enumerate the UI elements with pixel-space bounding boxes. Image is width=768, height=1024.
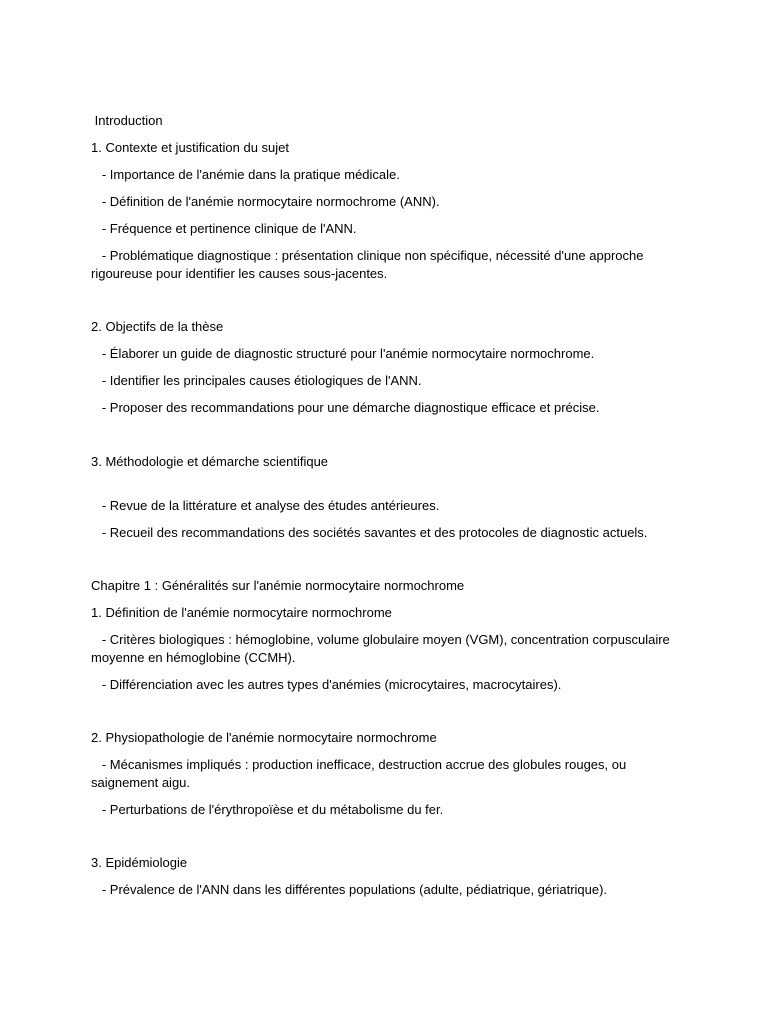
list-item: - Différenciation avec les autres types d'anémies (microcytaires, macrocytaires). bbox=[91, 676, 562, 692]
section-heading: 1. Contexte et justification du sujet bbox=[91, 140, 290, 155]
section-heading: 3. Méthodologie et démarche scientifique bbox=[91, 453, 329, 469]
list-item: - Mécanismes impliqués : production inefficace, destruction accrue des globules rouges, ou saignement aigu. bbox=[91, 757, 630, 790]
list-item: - Proposer des recommandations pour une démarche diagnostique efficace et précise. bbox=[91, 400, 600, 415]
list-item: - Recueil des recommandations des sociétés savantes et des protocoles de diagnostic actuels. bbox=[91, 524, 648, 540]
list-item: - Élaborer un guide de diagnostic structuré pour l'anémie normocytaire normochrome. bbox=[91, 346, 595, 361]
list-item: - Critères biologiques : hémoglobine, volume globulaire moyen (VGM), concentration corpusculaire moyenne en hémoglobine (CCMH). bbox=[91, 632, 674, 665]
section-heading: 1. Définition de l'anémie normocytaire normochrome bbox=[91, 605, 392, 620]
section-heading: 2. Physiopathologie de l'anémie normocytaire normochrome bbox=[91, 730, 437, 745]
section-heading: 2. Objectifs de la thèse bbox=[91, 319, 224, 334]
list-item: - Importance de l'anémie dans la pratique médicale. bbox=[91, 167, 400, 182]
spacer bbox=[91, 551, 691, 578]
list-item: - Fréquence et pertinence clinique de l'ANN. bbox=[91, 221, 357, 236]
list-item: - Identifier les principales causes étiologiques de l'ANN. bbox=[91, 373, 422, 388]
list-item: - Définition de l'anémie normocytaire normochrome (ANN). bbox=[91, 194, 440, 209]
section-heading: 3. Epidémiologie bbox=[91, 855, 188, 870]
spacer bbox=[91, 703, 691, 730]
intro-title: Introduction bbox=[91, 113, 163, 128]
document-body bbox=[91, 112, 691, 908]
list-item: - Revue de la littérature et analyse des études antérieures. bbox=[91, 497, 440, 513]
spacer bbox=[91, 480, 691, 497]
list-item: - Perturbations de l'érythropoïèse et du métabolisme du fer. bbox=[91, 801, 444, 817]
spacer bbox=[91, 426, 691, 453]
spacer bbox=[91, 828, 691, 855]
list-item: - Prévalence de l'ANN dans les différentes populations (adulte, pédiatrique, gériatrique). bbox=[91, 882, 608, 897]
chapter-title: Chapitre 1 : Généralités sur l'anémie normocytaire normochrome bbox=[91, 578, 465, 593]
list-item: - Problématique diagnostique : présentation clinique non spécifique, nécessité d'une approche rigoureuse pour identifier les causes sous-jacentes. bbox=[91, 248, 648, 281]
spacer bbox=[91, 292, 691, 319]
